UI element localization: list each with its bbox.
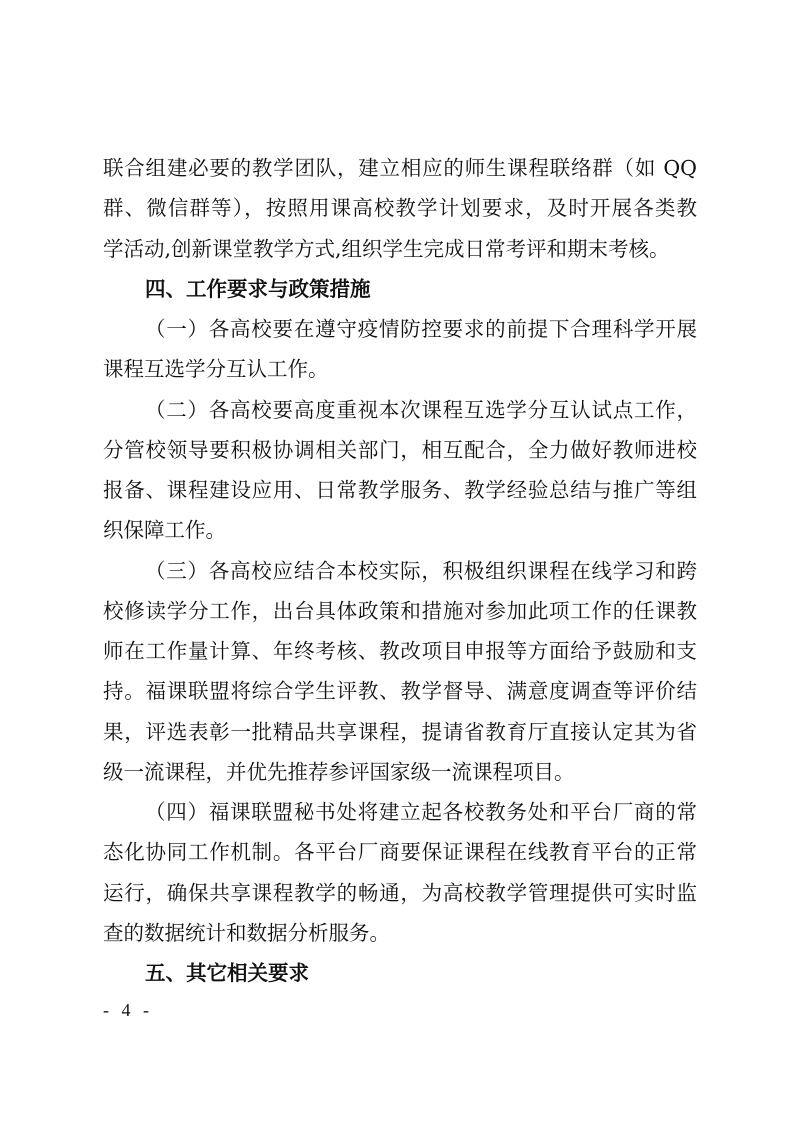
text-line: 报备、课程建设应用、日常教学服务、教学经验总结与推广等组 bbox=[103, 478, 697, 502]
text-line: （三）各高校应结合本校实际，积极组织课程在线学习和跨 bbox=[145, 558, 697, 583]
paragraph bbox=[103, 792, 697, 953]
page-number: - 4 - bbox=[103, 1000, 153, 1020]
text-line: 学活动,创新课堂教学方式,组织学生完成日常考评和期末考核。 bbox=[103, 236, 670, 261]
text-line: 五、其它相关要求 bbox=[145, 961, 309, 985]
text-line: 态化协同工作机制。各平台厂商要保证课程在线教育平台的正常 bbox=[103, 840, 697, 865]
text-line: 级一流课程，并优先推荐参评国家级一流课程项目。 bbox=[103, 759, 575, 784]
text-line: 查的数据统计和数据分析服务。 bbox=[103, 920, 390, 945]
section-heading bbox=[103, 953, 697, 993]
text-line: 联合组建必要的教学团队，建立相应的师生课程联络群（如 QQ bbox=[103, 156, 697, 180]
text-line: 果，评选表彰一批精品共享课程，提请省教育厅直接认定其为省 bbox=[103, 719, 697, 744]
text-line: 持。福课联盟将综合学生评教、教学督导、满意度调查等评价结 bbox=[103, 679, 697, 704]
text-line: 分管校领导要积极协调相关部门，相互配合，全力做好教师进校 bbox=[103, 437, 697, 462]
text-line: （一）各高校要在遵守疫情防控要求的前提下合理科学开展 bbox=[145, 317, 697, 341]
text-line: （四）福课联盟秘书处将建立起各校教务处和平台厂商的常 bbox=[145, 800, 697, 824]
text-line: 校修读学分工作，出台具体政策和措施对参加此项工作的任课教 bbox=[103, 598, 697, 623]
text-line: 群、微信群等），按照用课高校教学计划要求，及时开展各类教 bbox=[103, 196, 697, 221]
text-line: 运行，确保共享课程教学的畅通，为高校教学管理提供可实时监 bbox=[103, 880, 697, 905]
text-line: 四、工作要求与政策措施 bbox=[145, 276, 371, 301]
paragraph bbox=[103, 551, 697, 793]
paragraph bbox=[103, 148, 697, 269]
paragraph bbox=[103, 390, 697, 551]
text-line: 师在工作量计算、年终考核、教改项目申报等方面给予鼓励和支 bbox=[103, 639, 697, 663]
text-line: 课程互选学分互认工作。 bbox=[103, 357, 329, 382]
section-heading bbox=[103, 269, 697, 309]
text-line: 织保障工作。 bbox=[103, 518, 226, 543]
text-line: （二）各高校要高度重视本次课程互选学分互认试点工作， bbox=[145, 397, 697, 422]
document-body bbox=[103, 148, 697, 993]
paragraph bbox=[103, 309, 697, 390]
